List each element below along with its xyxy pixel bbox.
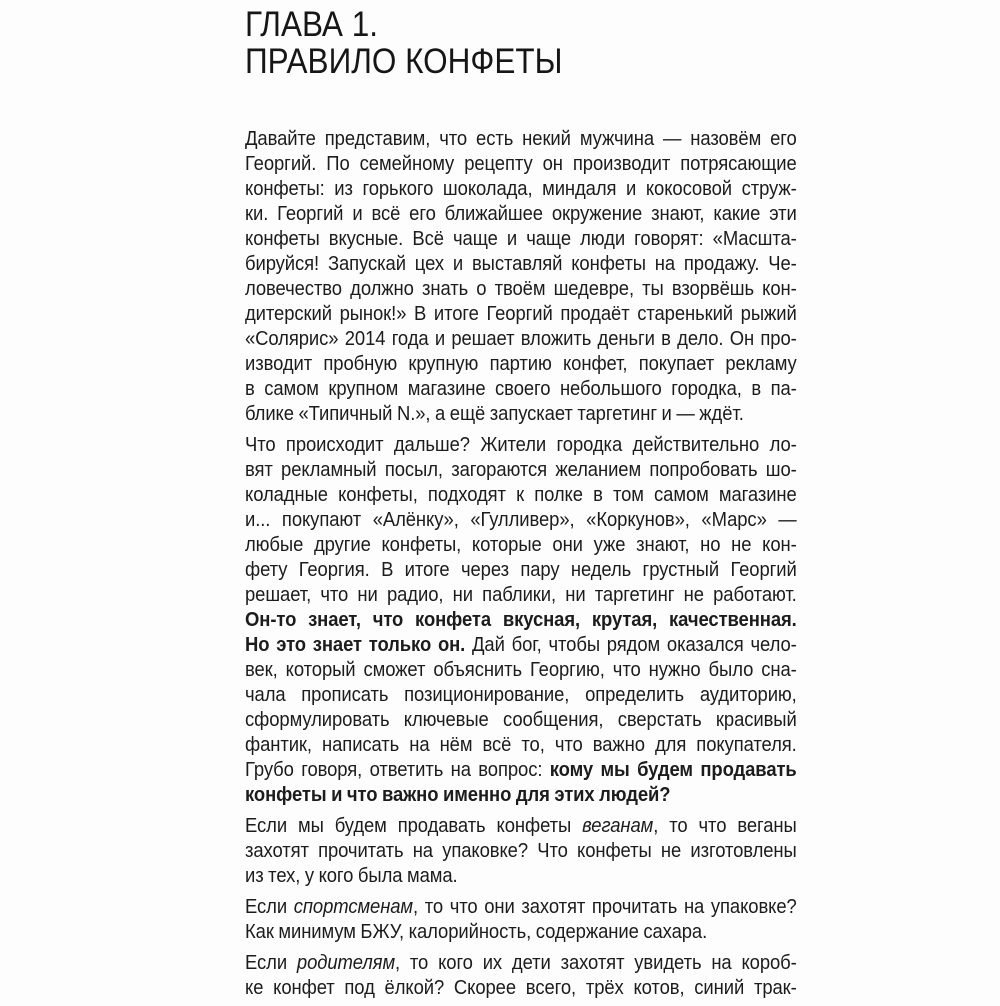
text-line bbox=[245, 226, 797, 251]
text-line bbox=[245, 507, 797, 532]
text-line bbox=[245, 376, 797, 401]
chapter-title bbox=[245, 6, 801, 80]
chapter-title-line-2: ПРАВИЛО КОНФЕТЫ bbox=[245, 42, 563, 81]
text-line bbox=[245, 176, 797, 201]
text-run: решает, что ни радио, ни паблики, ни таргетинг не работают. bbox=[245, 583, 797, 606]
text-run: веганам bbox=[582, 814, 654, 837]
text-line bbox=[245, 151, 797, 176]
text-run: конфеты вкусные. Всё чаще и чаще люди говорят: «Масшта- bbox=[245, 227, 797, 250]
text-line bbox=[245, 757, 797, 782]
text-line bbox=[245, 276, 797, 301]
text-run: блике «Типичный N.», а ещё запускает таргетинг и — ждёт. bbox=[245, 402, 744, 425]
text-run: Как минимум БЖУ, калорийность, содержание сахара. bbox=[245, 920, 708, 943]
text-run: родителям bbox=[296, 951, 396, 974]
text-line bbox=[245, 838, 797, 863]
text-run: из тех, у кого была мама. bbox=[245, 864, 458, 887]
text-column bbox=[245, 6, 801, 1006]
text-run: кому мы будем продавать bbox=[549, 758, 797, 781]
text-run: конфеты: из горького шоколада, миндаля и кокосовой струж- bbox=[245, 177, 797, 200]
text-run: , то кого их дети захотят увидеть на короб- bbox=[395, 951, 797, 974]
text-run: в самом крупном магазине своего небольшого городка, в па- bbox=[245, 377, 797, 400]
text-run: и... покупают «Алёнку», «Гулливер», «Коркунов», «Марс» — bbox=[245, 508, 797, 531]
text-line bbox=[245, 632, 797, 657]
text-run: ке конфет под ёлкой? Скорее всего, трёх котов, синий трак- bbox=[245, 976, 797, 999]
text-line bbox=[245, 532, 797, 557]
text-line bbox=[245, 326, 797, 351]
text-line bbox=[245, 351, 797, 376]
text-line bbox=[245, 557, 797, 582]
text-run: , то что они захотят прочитать на упаковке? bbox=[412, 895, 797, 918]
text-run: чала прописать позиционирование, определить аудиторию, bbox=[245, 683, 797, 706]
text-run: фантик, написать на нём всё то, что важно для покупателя. bbox=[245, 733, 797, 756]
text-line bbox=[245, 251, 797, 276]
text-run: Дай бог, чтобы рядом оказался чело- bbox=[465, 633, 797, 656]
paragraph bbox=[245, 950, 801, 1000]
text-line bbox=[245, 863, 797, 888]
text-line bbox=[245, 126, 797, 151]
text-run: «Солярис» 2014 года и решает вложить деньги в дело. Он про- bbox=[245, 327, 797, 350]
text-run: конфеты и что важно именно для этих людей? bbox=[245, 783, 671, 806]
chapter-title-line-1: ГЛАВА 1. bbox=[245, 5, 378, 44]
paragraph bbox=[245, 126, 801, 426]
text-line bbox=[245, 813, 797, 838]
text-line bbox=[245, 432, 797, 457]
text-line bbox=[245, 457, 797, 482]
text-run: Если bbox=[245, 951, 297, 974]
text-run: дитерский рынок!» В итоге Георгий продаёт старенький рыжий bbox=[245, 302, 797, 325]
text-run: Грубо говоря, ответить на вопрос: bbox=[245, 758, 550, 781]
text-line bbox=[245, 201, 797, 226]
text-run: Георгий. По семейному рецепту он производит потрясающие bbox=[245, 152, 797, 175]
text-run: Если мы будем продавать конфеты bbox=[245, 814, 583, 837]
text-run: вят рекламный посыл, загораются желанием попробовать шо- bbox=[245, 458, 797, 481]
text-run: коладные конфеты, подходят к полке в том самом магазине bbox=[245, 483, 797, 506]
text-line bbox=[245, 657, 797, 682]
text-line bbox=[245, 401, 797, 426]
paragraph bbox=[245, 813, 801, 888]
text-run: бируйся! Запускай цех и выставляй конфеты на продажу. Че- bbox=[245, 252, 797, 275]
text-line bbox=[245, 950, 797, 975]
text-line bbox=[245, 782, 797, 807]
paragraph bbox=[245, 894, 801, 944]
text-run: изводит пробную крупную партию конфет, покупает рекламу bbox=[245, 352, 797, 375]
text-line bbox=[245, 301, 797, 326]
text-line bbox=[245, 482, 797, 507]
text-line bbox=[245, 919, 797, 944]
text-run: Но это знает только он. bbox=[245, 633, 466, 656]
text-line bbox=[245, 582, 797, 607]
text-run: захотят прочитать на упаковке? Что конфеты не изготовлены bbox=[245, 839, 797, 862]
text-run: ловечество должно знать о твоём шедевре, ты взорвёшь кон- bbox=[245, 277, 797, 300]
text-run: , то что веганы bbox=[653, 814, 797, 837]
text-run: фету Георгия. В итоге через пару недель грустный Георгий bbox=[245, 558, 797, 581]
text-line bbox=[245, 975, 797, 1000]
text-line bbox=[245, 682, 797, 707]
text-line bbox=[245, 732, 797, 757]
text-run: ки. Георгий и всё его ближайшее окружение знают, какие эти bbox=[245, 202, 797, 225]
text-run: Что происходит дальше? Жители городка действительно ло- bbox=[245, 433, 797, 456]
text-run: век, который сможет объяснить Георгию, что нужно было сна- bbox=[245, 658, 797, 681]
body-text bbox=[245, 126, 801, 1000]
text-run: сформулировать ключевые сообщения, сверстать красивый bbox=[245, 708, 797, 731]
text-run: Он-то знает, что конфета вкусная, крутая, качественная. bbox=[245, 608, 797, 631]
text-line bbox=[245, 894, 797, 919]
text-run: Давайте представим, что есть некий мужчина — назовём его bbox=[245, 127, 797, 150]
text-run: Если bbox=[245, 895, 294, 918]
text-line bbox=[245, 707, 797, 732]
text-run: спортсменам bbox=[293, 895, 413, 918]
text-line bbox=[245, 607, 797, 632]
text-run: любые другие конфеты, которые они уже знают, но не кон- bbox=[245, 533, 797, 556]
paragraph bbox=[245, 432, 801, 807]
